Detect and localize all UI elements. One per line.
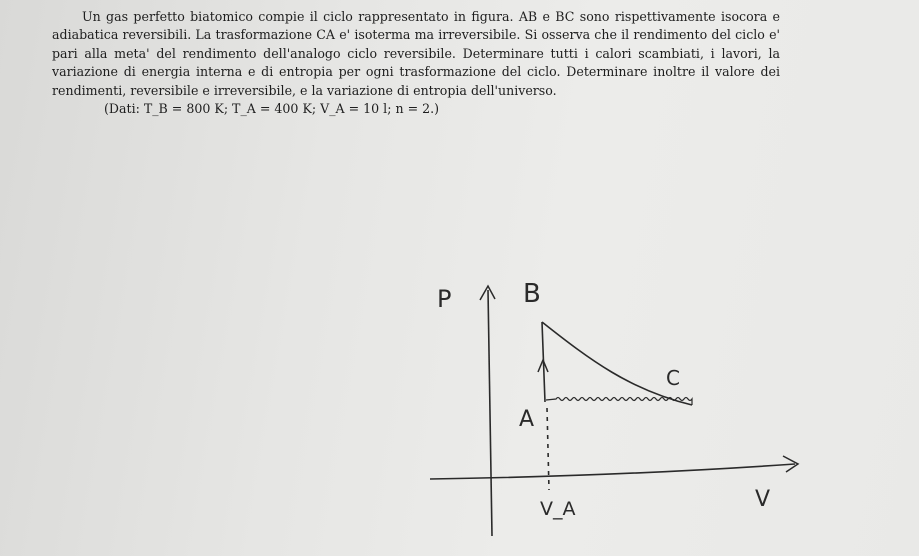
va-dashed-line [547,408,549,490]
adiabatic-bc [542,322,692,405]
point-b-label: B [523,279,541,309]
v-axis [430,464,795,479]
point-a-label: A [519,407,535,432]
axis-label-p: P [437,285,452,313]
va-label: V_A [540,498,576,520]
p-axis [488,290,492,536]
axis-label-v: V [755,487,771,512]
problem-paragraph: Un gas perfetto biatomico compie il ciclo rappresentato in figura. AB e BC sono rispettivamente isocora e adiabatica reversibili. La trasformazione CA e' isoterma ma irreversibile. Si osserva che il rendimento del ciclo e' pari alla meta' del rendimento dell'analogo ciclo reversibile. Determinare tutti i calori scambiati, i lavori, la variazione di energia interna e di entropia per ogni trasformazione del ciclo. Determinare inoltre il valore dei rendimenti, reversibile e irreversibile, e la variazione di entropia dell'universo. [52,9,780,98]
point-c-label: C [666,366,680,390]
given-data: (Dati: T_B = 800 K; T_A = 400 K; V_A = 10 l; n = 2.) [104,101,440,117]
